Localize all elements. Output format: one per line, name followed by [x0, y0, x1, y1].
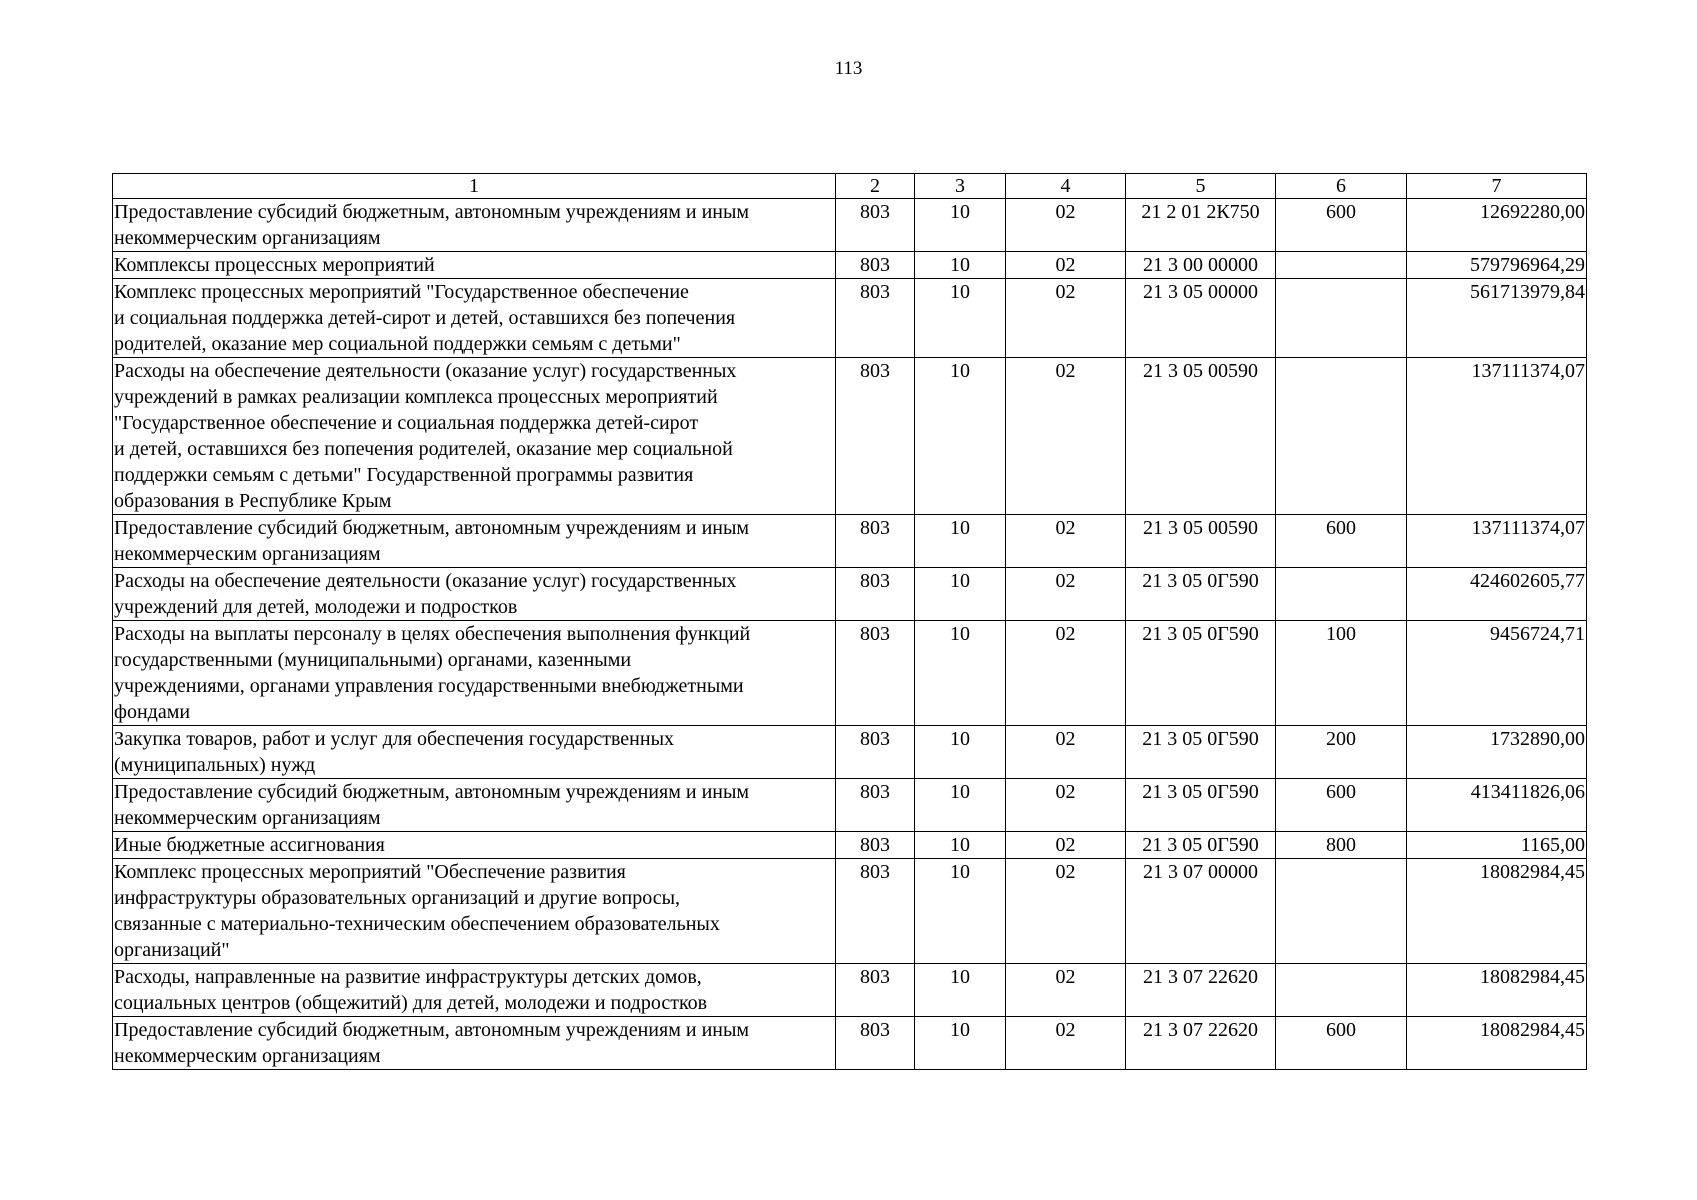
row-name: Комплексы процессных мероприятий [113, 252, 836, 279]
row-name: Расходы на выплаты персоналу в целях обеспечения выполнения функций государственными (муниципальными) органами, казенными учреждениями, органами управления государственными внебюджетными фондами [113, 621, 836, 726]
row-amount: 413411826,06 [1407, 779, 1587, 832]
row-amount: 424602605,77 [1407, 568, 1587, 621]
row-target-code: 21 3 05 00590 [1126, 515, 1276, 568]
header-col-3: 3 [915, 174, 1006, 199]
row-section-code: 10 [915, 621, 1006, 726]
row-expense-type [1276, 568, 1407, 621]
row-target-code: 21 3 05 0Г590 [1126, 568, 1276, 621]
row-section-code: 10 [915, 779, 1006, 832]
budget-table [112, 173, 1587, 1070]
row-ministry-code: 803 [836, 358, 915, 515]
row-name: Расходы на обеспечение деятельности (оказание услуг) государственных учреждений в рамках реализации комплекса процессных мероприятий "Государственное обеспечение и социальная поддержка детей-сирот и детей, оставшихся без попечения родителей, оказание мер социальной поддержки семьям с детьми" Государственной программы развития образования в Республике Крым [113, 358, 836, 515]
row-target-code: 21 3 07 00000 [1126, 859, 1276, 964]
row-expense-type [1276, 279, 1407, 358]
row-name: Расходы, направленные на развитие инфраструктуры детских домов, социальных центров (общежитий) для детей, молодежи и подростков [113, 964, 836, 1017]
row-target-code: 21 3 05 0Г590 [1126, 726, 1276, 779]
row-expense-type: 600 [1276, 199, 1407, 252]
row-amount: 137111374,07 [1407, 358, 1587, 515]
row-ministry-code: 803 [836, 1017, 915, 1070]
row-expense-type [1276, 252, 1407, 279]
row-target-code: 21 3 07 22620 [1126, 964, 1276, 1017]
row-subsection-code: 02 [1006, 1017, 1126, 1070]
row-section-code: 10 [915, 279, 1006, 358]
table-row [113, 515, 1587, 568]
row-subsection-code: 02 [1006, 199, 1126, 252]
row-target-code: 21 3 05 0Г590 [1126, 621, 1276, 726]
header-col-1: 1 [113, 174, 836, 199]
row-ministry-code: 803 [836, 964, 915, 1017]
row-subsection-code: 02 [1006, 726, 1126, 779]
row-expense-type: 100 [1276, 621, 1407, 726]
row-ministry-code: 803 [836, 621, 915, 726]
row-ministry-code: 803 [836, 568, 915, 621]
row-expense-type: 200 [1276, 726, 1407, 779]
row-ministry-code: 803 [836, 279, 915, 358]
table-body [113, 199, 1587, 1070]
row-expense-type: 600 [1276, 515, 1407, 568]
header-col-2: 2 [836, 174, 915, 199]
table-row [113, 726, 1587, 779]
row-ministry-code: 803 [836, 199, 915, 252]
row-section-code: 10 [915, 252, 1006, 279]
row-target-code: 21 3 00 00000 [1126, 252, 1276, 279]
header-col-7: 7 [1407, 174, 1587, 199]
row-expense-type: 600 [1276, 779, 1407, 832]
row-subsection-code: 02 [1006, 964, 1126, 1017]
header-col-6: 6 [1276, 174, 1407, 199]
row-section-code: 10 [915, 832, 1006, 859]
row-target-code: 21 3 05 00590 [1126, 358, 1276, 515]
row-expense-type [1276, 964, 1407, 1017]
table-row [113, 832, 1587, 859]
table-row [113, 964, 1587, 1017]
row-amount: 9456724,71 [1407, 621, 1587, 726]
row-section-code: 10 [915, 859, 1006, 964]
row-amount: 1732890,00 [1407, 726, 1587, 779]
row-amount: 561713979,84 [1407, 279, 1587, 358]
row-name: Комплекс процессных мероприятий "Государственное обеспечение и социальная поддержка детей-сирот и детей, оставшихся без попечения родителей, оказание мер социальной поддержки семьям с детьми" [113, 279, 836, 358]
header-col-4: 4 [1006, 174, 1126, 199]
table-row [113, 279, 1587, 358]
row-section-code: 10 [915, 726, 1006, 779]
row-subsection-code: 02 [1006, 859, 1126, 964]
row-amount: 1165,00 [1407, 832, 1587, 859]
row-subsection-code: 02 [1006, 279, 1126, 358]
row-expense-type [1276, 859, 1407, 964]
table-row [113, 358, 1587, 515]
row-expense-type: 800 [1276, 832, 1407, 859]
row-target-code: 21 3 05 0Г590 [1126, 832, 1276, 859]
row-amount: 137111374,07 [1407, 515, 1587, 568]
row-name: Закупка товаров, работ и услуг для обеспечения государственных (муниципальных) нужд [113, 726, 836, 779]
row-section-code: 10 [915, 1017, 1006, 1070]
row-name: Комплекс процессных мероприятий "Обеспечение развития инфраструктуры образовательных организаций и другие вопросы, связанные с материально-техническим обеспечением образовательных организаций" [113, 859, 836, 964]
row-ministry-code: 803 [836, 515, 915, 568]
table-row [113, 859, 1587, 964]
row-subsection-code: 02 [1006, 832, 1126, 859]
row-section-code: 10 [915, 199, 1006, 252]
row-amount: 18082984,45 [1407, 859, 1587, 964]
table-row [113, 252, 1587, 279]
row-section-code: 10 [915, 964, 1006, 1017]
row-target-code: 21 2 01 2К750 [1126, 199, 1276, 252]
row-ministry-code: 803 [836, 726, 915, 779]
row-target-code: 21 3 07 22620 [1126, 1017, 1276, 1070]
row-target-code: 21 3 05 0Г590 [1126, 779, 1276, 832]
table-row [113, 199, 1587, 252]
page-number: 113 [834, 58, 863, 79]
row-amount: 12692280,00 [1407, 199, 1587, 252]
row-section-code: 10 [915, 568, 1006, 621]
row-ministry-code: 803 [836, 252, 915, 279]
row-subsection-code: 02 [1006, 252, 1126, 279]
row-section-code: 10 [915, 358, 1006, 515]
row-subsection-code: 02 [1006, 568, 1126, 621]
row-amount: 579796964,29 [1407, 252, 1587, 279]
row-name: Предоставление субсидий бюджетным, автономным учреждениям и иным некоммерческим организациям [113, 199, 836, 252]
row-target-code: 21 3 05 00000 [1126, 279, 1276, 358]
table-row [113, 621, 1587, 726]
row-expense-type: 600 [1276, 1017, 1407, 1070]
row-amount: 18082984,45 [1407, 964, 1587, 1017]
row-name: Иные бюджетные ассигнования [113, 832, 836, 859]
row-ministry-code: 803 [836, 832, 915, 859]
row-amount: 18082984,45 [1407, 1017, 1587, 1070]
row-name: Предоставление субсидий бюджетным, автономным учреждениям и иным некоммерческим организациям [113, 779, 836, 832]
row-name: Предоставление субсидий бюджетным, автономным учреждениям и иным некоммерческим организациям [113, 515, 836, 568]
row-name: Расходы на обеспечение деятельности (оказание услуг) государственных учреждений для детей, молодежи и подростков [113, 568, 836, 621]
row-ministry-code: 803 [836, 859, 915, 964]
row-expense-type [1276, 358, 1407, 515]
row-name: Предоставление субсидий бюджетным, автономным учреждениям и иным некоммерческим организациям [113, 1017, 836, 1070]
table-row [113, 568, 1587, 621]
table-row [113, 1017, 1587, 1070]
row-subsection-code: 02 [1006, 621, 1126, 726]
row-subsection-code: 02 [1006, 779, 1126, 832]
row-section-code: 10 [915, 515, 1006, 568]
table-row [113, 779, 1587, 832]
row-subsection-code: 02 [1006, 515, 1126, 568]
row-subsection-code: 02 [1006, 358, 1126, 515]
header-row [113, 174, 1587, 199]
row-ministry-code: 803 [836, 779, 915, 832]
header-col-5: 5 [1126, 174, 1276, 199]
